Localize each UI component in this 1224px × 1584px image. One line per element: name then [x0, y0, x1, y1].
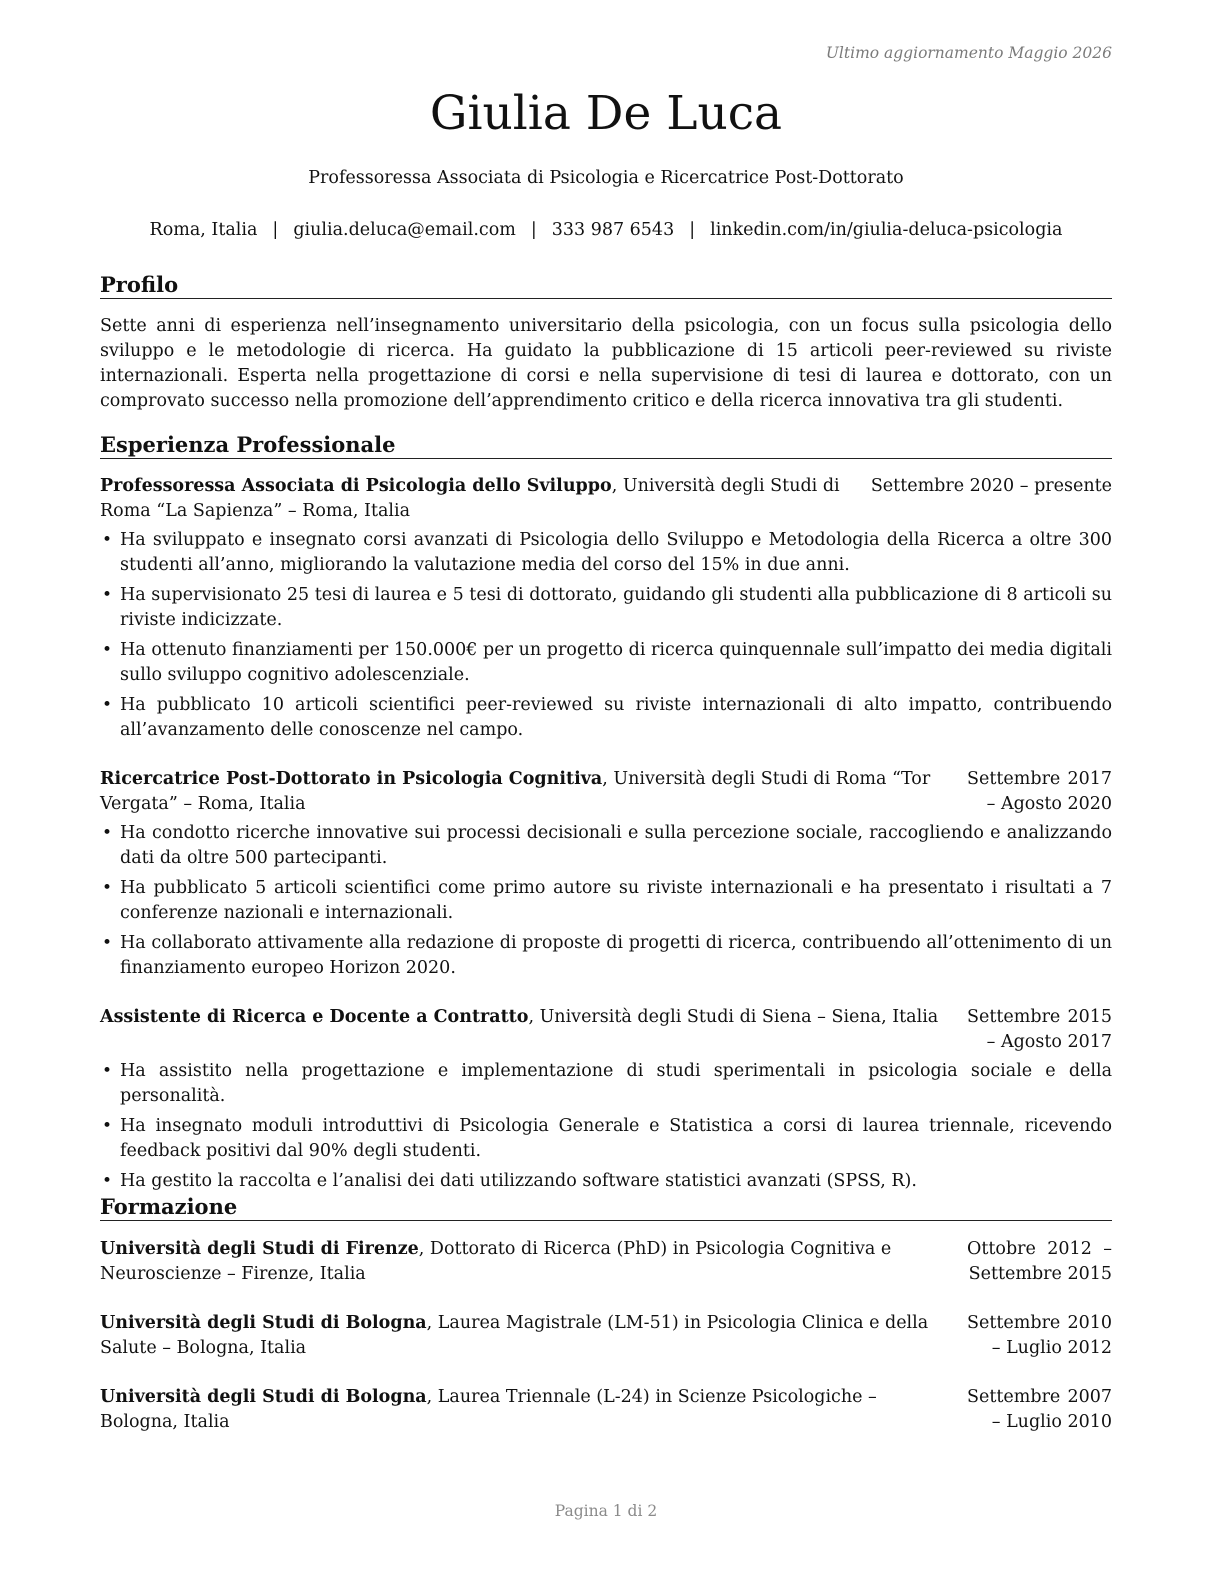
entry-date: Settembre 2015 – Agosto 2017 — [967, 1007, 1112, 1052]
bullet-item: • Ha collaborato attivamente alla redazione di proposte di progetti di ricerca, contribuendo all’ottenimento di un finanziamento europeo Horizon 2020. — [100, 931, 1112, 981]
entry-degree: , Laurea Magistrale (LM-51) in Psicologia Clinica e della Salute – Bologna, Italia — [100, 1313, 929, 1358]
candidate-title: Professoressa Associata di Psicologia e Ricercatrice Post-Dottorato — [308, 168, 904, 188]
entry-header — [100, 474, 1112, 524]
contact-separator: | — [530, 220, 537, 240]
entry-school: Università degli Studi di Firenze — [100, 1239, 419, 1259]
entry-header — [100, 767, 1112, 817]
contact-email[interactable]: giulia.deluca@email.com — [293, 220, 516, 240]
bullet-item: • Ha ottenuto finanziamenti per 150.000€ per un progetto di ricerca quinquennale sull’impatto dei media digitali sullo sviluppo cognitivo adolescenziale. — [100, 638, 1112, 688]
entry-role: Assistente di Ricerca e Docente a Contratto — [100, 1007, 529, 1027]
entry-role: Ricercatrice Post-Dottorato in Psicologia Cognitiva — [100, 769, 603, 789]
resume-page — [100, 0, 1112, 1584]
entry-date: Settembre 2010 – Luglio 2012 — [967, 1313, 1112, 1358]
entry-bullets — [100, 528, 1112, 743]
bullet-item: • Ha pubblicato 10 articoli scientifici peer-reviewed su riviste internazionali di alto impatto, contribuendo all’avanzamento delle conoscenze nel campo. — [100, 693, 1112, 743]
entry-date: Settembre 2017 – Agosto 2020 — [967, 769, 1112, 814]
contact-separator: | — [689, 220, 696, 240]
entry-organization: , Università degli Studi di Roma “Tor Vergata” – Roma, Italia — [100, 769, 931, 814]
bullet-item: • Ha insegnato moduli introduttivi di Psicologia Generale e Statistica a corsi di laurea triennale, ricevendo feedback positivi dal 90% degli studenti. — [100, 1114, 1112, 1164]
section-title-profile: Profilo — [100, 272, 1112, 299]
entry-bullets — [100, 1059, 1112, 1194]
contact-phone[interactable]: 333 987 6543 — [551, 220, 675, 240]
section-title-experience: Esperienza Professionale — [100, 432, 1112, 459]
experience-entry — [100, 474, 1112, 748]
education-entry — [100, 1385, 1112, 1435]
last-updated: Ultimo aggiornamento Maggio 2026 — [825, 44, 1112, 62]
entry-header — [100, 1237, 1112, 1287]
contact-line — [100, 220, 1112, 240]
experience-entry — [100, 767, 1112, 986]
bullet-item: • Ha supervisionato 25 tesi di laurea e 5 tesi di dottorato, guidando gli studenti alla pubblicazione di 8 articoli su riviste indicizzate. — [100, 583, 1112, 633]
bullet-item: • Ha sviluppato e insegnato corsi avanzati di Psicologia dello Sviluppo e Metodologia della Ricerca a oltre 300 studenti all’anno, migliorando la valutazione media del corso del 15% in due anni. — [100, 528, 1112, 578]
section-title-education: Formazione — [100, 1194, 1112, 1221]
entry-header — [100, 1385, 1112, 1435]
entry-date: Settembre 2020 – presente — [870, 476, 1112, 496]
contact-separator: | — [272, 220, 279, 240]
experience-entry — [100, 1005, 1112, 1199]
entry-organization: , Università degli Studi di Siena – Siena, Italia — [528, 1007, 939, 1027]
education-entry — [100, 1237, 1112, 1287]
entry-header — [100, 1005, 1112, 1055]
entry-date: Settembre 2007 – Luglio 2010 — [967, 1387, 1112, 1432]
entry-degree: , Dottorato di Ricerca (PhD) in Psicologia Cognitiva e Neuroscienze – Firenze, Italia — [100, 1239, 892, 1284]
profile-summary: Sette anni di esperienza nell’insegnamento universitario della psicologia, con un focus sulla psicologia dello sviluppo e le metodologie di ricerca. Ha guidato la pubblicazione di 15 articoli peer-reviewed su riviste internazionali. Esperta nella progettazione di corsi e nella supervisione di tesi di laurea e dottorato, con un comprovato successo nella promozione dell’apprendimento critico e della ricerca innovativa tra gli studenti. — [100, 316, 1112, 411]
entry-school: Università degli Studi di Bologna — [100, 1387, 427, 1407]
contact-linkedin[interactable]: linkedin.com/in/giulia-deluca-psicologia — [710, 220, 1063, 240]
entry-school: Università degli Studi di Bologna — [100, 1313, 427, 1333]
entry-role: Professoressa Associata di Psicologia dello Sviluppo — [100, 476, 612, 496]
entry-header — [100, 1311, 1112, 1361]
entry-organization: , Università degli Studi di Roma “La Sapienza” – Roma, Italia — [100, 476, 840, 521]
entry-degree: , Laurea Triennale (L-24) in Scienze Psicologiche – Bologna, Italia — [100, 1387, 877, 1432]
bullet-item: • Ha condotto ricerche innovative sui processi decisionali e sulla percezione sociale, raccogliendo e analizzando dati da oltre 500 partecipanti. — [100, 821, 1112, 871]
page-number: Pagina 1 di 2 — [554, 1502, 658, 1520]
entry-date: Ottobre 2012 – Settembre 2015 — [967, 1239, 1112, 1284]
candidate-name: Giulia De Luca — [429, 86, 783, 141]
bullet-item: • Ha pubblicato 5 articoli scientifici come primo autore su riviste internazionali e ha presentato i risultati a 7 conferenze nazionali e internazionali. — [100, 876, 1112, 926]
bullet-item: • Ha assistito nella progettazione e implementazione di studi sperimentali in psicologia sociale e della personalità. — [100, 1059, 1112, 1109]
contact-location: Roma, Italia — [149, 220, 258, 240]
education-entry — [100, 1311, 1112, 1361]
bullet-item: • Ha gestito la raccolta e l’analisi dei dati utilizzando software statistici avanzati (SPSS, R). — [100, 1169, 1112, 1194]
entry-bullets — [100, 821, 1112, 981]
